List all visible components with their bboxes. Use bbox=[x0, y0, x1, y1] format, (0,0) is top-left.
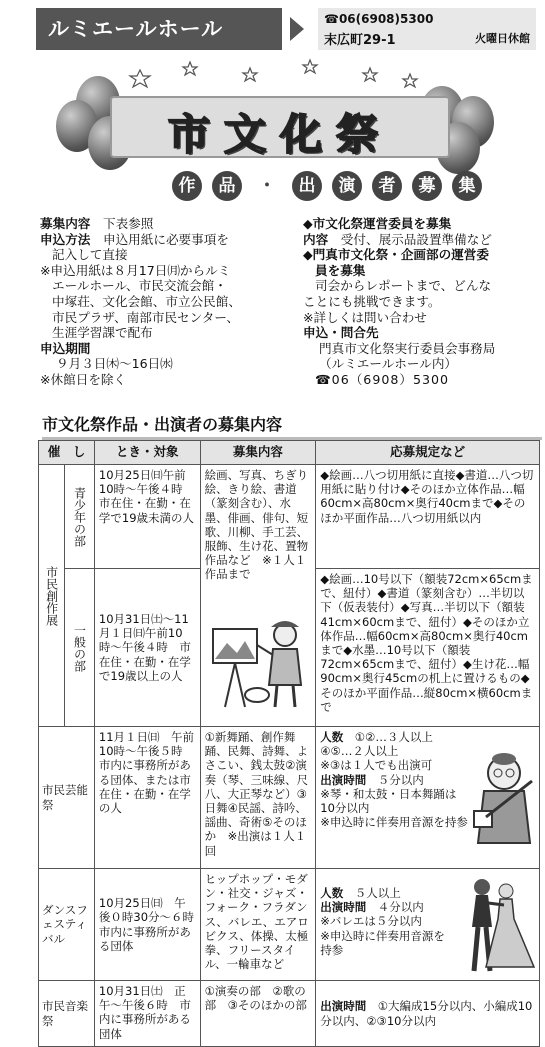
stars-decoration bbox=[130, 56, 430, 92]
subtitle-char: 募 bbox=[412, 171, 442, 201]
table-row bbox=[39, 981, 540, 1047]
event-rule bbox=[316, 727, 540, 869]
rule-line bbox=[320, 900, 452, 914]
contact-line: （ルミエールホール内） bbox=[319, 356, 458, 372]
table-header-row bbox=[39, 441, 540, 465]
subtitle-char: 作 bbox=[172, 171, 202, 201]
rule-note: ※琴・和太鼓・日本舞踊は10分以内 bbox=[320, 786, 457, 816]
venue-address: 末広町29-1 bbox=[324, 33, 396, 48]
rule-value: ①大編成15分以内、小編成10分以内、②③10分以内 bbox=[320, 999, 533, 1028]
column-header: 応募規定など bbox=[316, 441, 540, 465]
event-rule bbox=[316, 869, 540, 981]
banner-subtitle bbox=[172, 171, 482, 201]
info-value: ９月３日㈭〜16日㈬ bbox=[56, 356, 173, 372]
info-label: 内容 bbox=[303, 231, 329, 247]
arrow-icon bbox=[282, 8, 318, 50]
event-rule: ◆絵画…八つ切用紙に直接◆書道…八つ切用紙に貼り付け◆そのほか立体作品…幅60cm×高80cm×奥行40cmまで◆そのほか平面作品…八つ切用紙以内 bbox=[316, 465, 540, 569]
rule-label: 人数 bbox=[320, 886, 344, 900]
column-header: 催 し bbox=[39, 441, 95, 465]
rule-line bbox=[320, 773, 470, 787]
rule-label: 出演時間 bbox=[320, 900, 367, 915]
subtitle-char: 者 bbox=[372, 171, 402, 201]
event-rule bbox=[316, 981, 540, 1047]
subtitle-char: 品 bbox=[212, 171, 242, 201]
section-title: 市文化祭作品・出演者の募集内容 bbox=[42, 412, 542, 440]
event-content bbox=[200, 465, 316, 727]
event-name: 市民芸能祭 bbox=[39, 727, 95, 869]
table-row bbox=[39, 869, 540, 981]
dancers-illustration bbox=[452, 875, 536, 975]
info-note: 市民プラザ、南部市民センター、 bbox=[52, 309, 240, 325]
info-note: ※申込用紙は８月17日㈪からルミ bbox=[40, 262, 231, 278]
rule-note: ※申込時に伴奏用音源を持参 bbox=[320, 928, 445, 957]
shamisen-player-illustration bbox=[466, 751, 536, 851]
banner-ribbon bbox=[110, 96, 450, 158]
info-note: エールホール、市民交流会館・ bbox=[52, 278, 227, 294]
event-division: 一般の部 bbox=[64, 569, 94, 727]
info-note: 生涯学習課で配布 bbox=[52, 325, 153, 341]
rule-value: ①②…３人以上 ④⑤…２人以上 bbox=[320, 730, 445, 759]
event-content: ①演奏の部 ②歌の部 ③そのほかの部 bbox=[200, 981, 316, 1047]
contact-tel: ☎06（6908）5300 bbox=[315, 371, 449, 387]
contact-line: 門真市文化祭実行委員会事務局 bbox=[319, 340, 496, 356]
info-heading: ◆市文化祭運営委員を募集 bbox=[303, 216, 452, 231]
info-value: 下表参照 bbox=[102, 216, 154, 231]
event-time: 10月31日㈯ 正午〜午後６時 市内に事務所がある団体 bbox=[94, 981, 200, 1047]
info-value: 受付、展示品設置準備など bbox=[340, 231, 492, 247]
rule-note: ※③は１人でも出演可 bbox=[320, 758, 433, 773]
event-rule: ◆絵画…10号以下（額装72cm×65cmまで、紐付）◆書道（篆刻含む）…半切以下（仮表装付）◆写真…半切以下（額装41cm×60cmまで、紐付）◆そのほか立体作品…幅60cm×高80cm×奥行40cmまで◆水墨…10号以下（額装72cm×65cmまで、紐付）◆生け花…幅90cm×奥行45cmの机上に置けるもの◆そのほか平面作品…縦80cm×横60cmまで bbox=[316, 569, 540, 727]
event-name: 市民創作展 bbox=[39, 465, 65, 727]
info-label: 募集内容 bbox=[40, 216, 91, 231]
venue-info bbox=[318, 8, 536, 50]
recruitment-table bbox=[38, 440, 540, 1047]
table-row bbox=[39, 727, 540, 869]
info-label: 申込・問合先 bbox=[303, 325, 379, 341]
venue-name: ルミエールホール bbox=[36, 8, 282, 50]
application-info bbox=[40, 216, 302, 388]
event-time: 10月25日㈰午前10時〜午後４時 市在住・在勤・在学で19歳未満の人 bbox=[94, 465, 200, 569]
info-note: 中塚荘、文化会館、市立公民館、 bbox=[52, 293, 241, 309]
rule-value: ５人以上 bbox=[354, 886, 401, 900]
info-value: 記入して直接 bbox=[52, 247, 128, 263]
rule-note: ※バレエは５分以内 bbox=[320, 914, 422, 929]
rule-line bbox=[320, 886, 452, 900]
venue-closed-day: 火曜日休館 bbox=[475, 32, 530, 45]
subtitle-char: 集 bbox=[452, 171, 482, 201]
event-division: 青少年の部 bbox=[64, 465, 94, 569]
event-time: 11月１日㈰ 午前10時〜午後５時 市内に事務所がある団体、または市在住・在勤・在学の人 bbox=[94, 727, 200, 869]
rule-value: ４分以内 bbox=[377, 900, 424, 915]
info-heading: 員を募集 bbox=[315, 262, 366, 278]
event-name: ダンスフェスティバル bbox=[39, 869, 95, 981]
staff-recruit-info bbox=[303, 216, 543, 388]
info-line bbox=[40, 216, 302, 232]
painter-illustration bbox=[207, 615, 311, 711]
info-label: 申込方法 bbox=[40, 231, 91, 247]
event-content: ①新舞踊、創作舞踊、民舞、詩舞、よさこい、銭太鼓②演奏（琴、三味線、尺八、大正琴など）③日舞④民謡、詩吟、謡曲、奇術⑤そのほか ※出演は１人１回 bbox=[200, 727, 316, 869]
event-time: 10月25日㈰ 午後０時30分〜６時 市内に事務所がある団体 bbox=[94, 869, 200, 981]
rule-note: ※申込時に伴奏用音源を持参 bbox=[320, 815, 468, 830]
rule-label: 人数 bbox=[320, 730, 344, 744]
rule-label: 出演時間 bbox=[320, 772, 367, 787]
rule-value: ５分以内 bbox=[377, 772, 424, 787]
rule-line bbox=[320, 730, 470, 758]
event-time: 10月31日㈯〜11月１日㈰午前10時〜午後４時 市在住・在勤・在学で19歳以上の人 bbox=[94, 569, 200, 727]
subtitle-char: 演 bbox=[332, 171, 362, 201]
info-note: ※詳しくは問い合わせ bbox=[303, 309, 427, 325]
column-header: 募集内容 bbox=[200, 441, 316, 465]
event-name: 市民音楽祭 bbox=[39, 981, 95, 1047]
subtitle-char: ・ bbox=[252, 171, 282, 201]
table-row bbox=[39, 465, 540, 569]
festival-banner bbox=[40, 56, 520, 206]
column-header: とき・対象 bbox=[94, 441, 200, 465]
content-text: 絵画、写真、ちぎり絵、きり絵、書道（篆刻含む）、水墨、俳画、俳句、短歌、川柳、手工芸、服飾、生け花、置物作品など ※１人１作品まで bbox=[204, 468, 309, 582]
info-note: ※休館日を除く bbox=[40, 371, 127, 387]
subtitle-char: 出 bbox=[292, 171, 322, 201]
info-value: 申込用紙に必要事項を bbox=[102, 231, 229, 247]
info-heading: ◆門真市文化祭・企画部の運営委 bbox=[303, 247, 489, 263]
info-line bbox=[303, 232, 543, 248]
event-content: ヒップホップ・モダン・社交・ジャズ・フォーク・フラダンス、バレエ、エアロビクス、体操、太極拳、フリースタイル、一輪車など bbox=[200, 869, 316, 981]
rule-label: 出演時間 bbox=[320, 999, 367, 1014]
venue-header bbox=[36, 8, 536, 50]
info-text: 司会からレポートまで、どんな bbox=[315, 278, 492, 294]
info-label: 申込期間 bbox=[40, 340, 91, 356]
info-line bbox=[40, 232, 302, 248]
info-text: ことにも挑戦できます。 bbox=[303, 293, 441, 309]
banner-title: 市文化祭 bbox=[167, 110, 392, 159]
venue-tel: ☎06(6908)5300 bbox=[324, 12, 434, 26]
